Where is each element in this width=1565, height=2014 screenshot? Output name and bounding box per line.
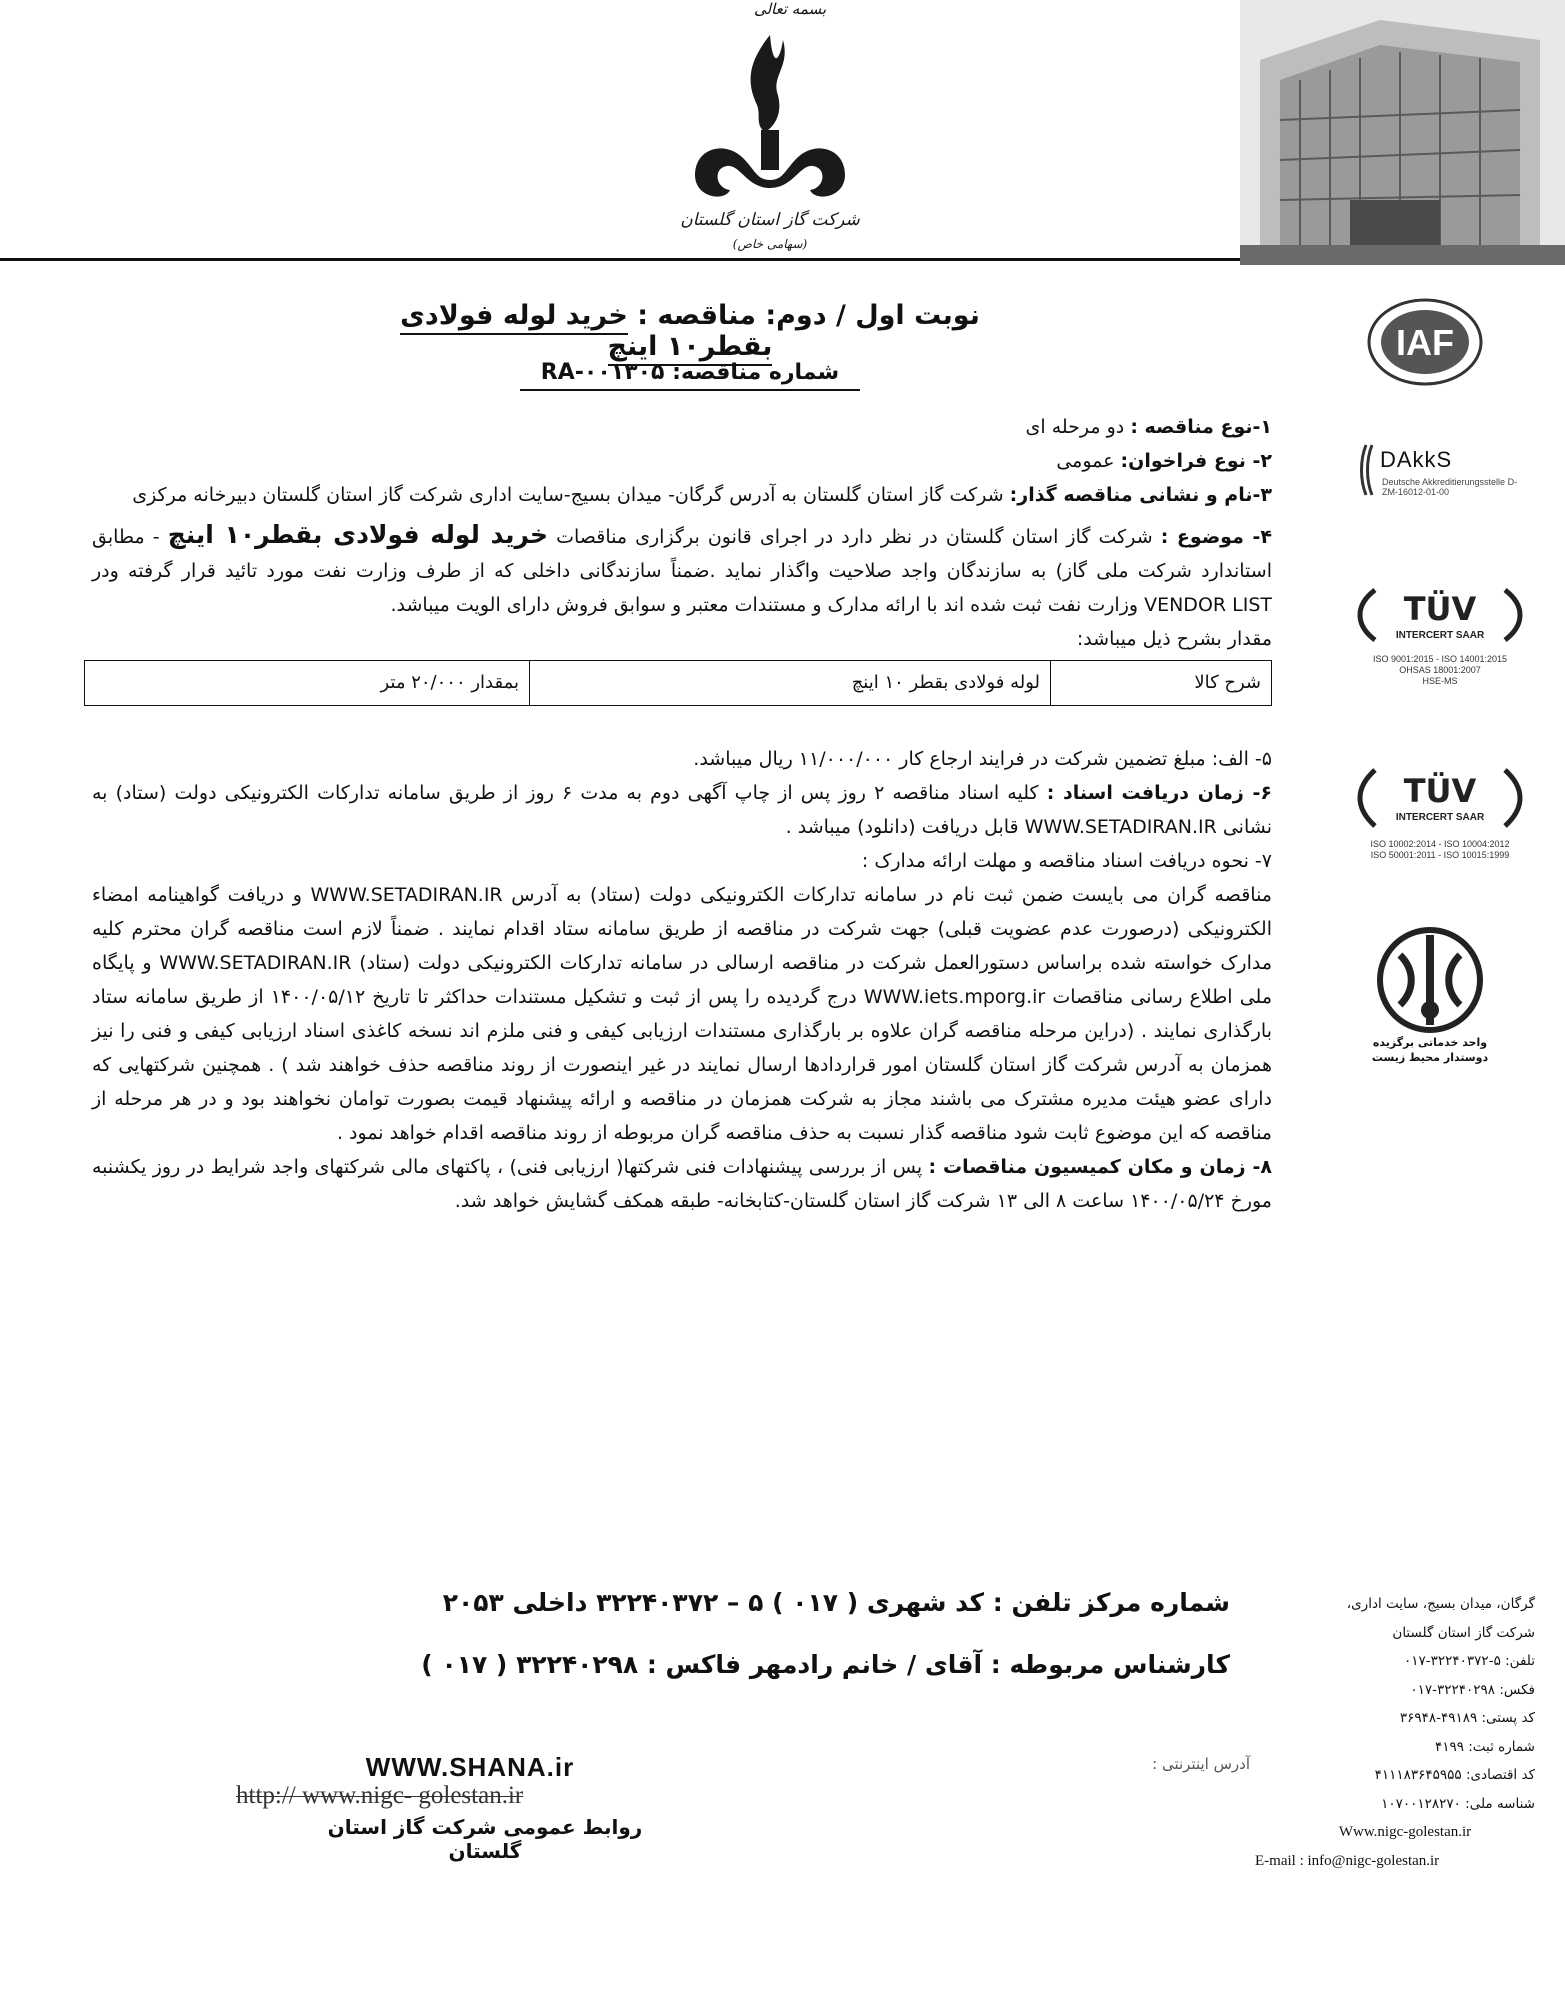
item-8-text: پس از بررسی پیشنهادات فنی شرکتها( ارزیابی فنی) ، پاکتهای مالی شرکتهای واجد شرایط در روز یکشنبه مورخ ۱۴۰۰/۰۵/۲۴ ساعت ۸ الی ۱۳ شرکت گاز استان گلستان-کتابخانه- طبقه همکف گشایش خواهد شد.	[92, 1156, 1272, 1212]
quantity-intro: مقدار بشرح ذیل میباشد:	[1076, 628, 1272, 650]
tender-title-subject: خرید لوله فولادی بقطر۱۰ اینچ	[400, 300, 772, 366]
item-7-text: مناقصه گران می بایست ضمن ثبت نام در سامانه تدارکات الکترونیکی دولت (ستاد) به آدرس WWW.SETADIRAN.IR و دریافت گواهینامه امضاء الکترونیکی (درصورت عدم عضویت قبلی) جهت شرکت در مناقصه از طریق سامانه ستاد اقدام نمایند . ضمناً لازم است مناقصه گران محترم کلیه مدارک خواسته شده براساس دستورالعمل شرکت در مناقصه ارسالی در سامانه تدارکات الکترونیکی دولت (ستاد) WWW.SETADIRAN.IR و پایگاه ملی اطلاع رسانی مناقصات WWW.iets.mporg.ir درج گردیده را پس از ثبت و تشکیل مستندات حداکثر تا تاریخ ۱۴۰۰/۰۵/۱۲ از طریق سامانه ستاد بارگذاری نمایند . (دراین مرحله مناقصه گران علاوه بر بارگذاری مستندات ارزیابی کیفی و فنی ملزم اند نسخه کاغذی اسناد ارزیابی کیفی و فنی را نیز همزمان به آدرس شرکت گاز استان گلستان امور قراردادها ارسال نمایند در غیر اینصورت از روند مناقصه حذف خواهند شد ) . همچنین شرکتهایی که دارای عضو هیئت مدیره مشترک می باشند مجاز به شرکت همزمان در مناقصه و ارائه پیشنهاد قیمت بصورت توامان نخواهند بود و در هر مرحله از مناقصه که این موضوع ثابت شود مناقصه گذار نسبت به حذف مناقصه گران مربوطه از روند مناقصه اقدام خواهد نمود .	[92, 884, 1273, 1144]
headquarters-building-photo	[1240, 0, 1565, 265]
tuv-badge-icon	[1345, 580, 1535, 650]
tuv-cert-1	[1345, 580, 1535, 690]
tender-body	[92, 410, 1272, 1218]
address-line-2: شرکت گاز استان گلستان	[1392, 1624, 1535, 1641]
item-4-label: ۴- موضوع :	[1160, 526, 1273, 548]
flame-icon	[751, 35, 785, 132]
address-economic-code: کد اقتصادی: ۴۱۱۱۸۳۶۴۵۹۵۵	[1374, 1767, 1535, 1783]
env-label-2: دوستدار محیط زیست	[1371, 1051, 1489, 1064]
address-registration: شماره ثبت: ۴۱۹۹	[1434, 1738, 1535, 1755]
public-relations: روابط عمومی شرکت گاز استان گلستان	[327, 1815, 643, 1863]
dakks-name: DAkkS	[1380, 447, 1453, 472]
item-3	[92, 478, 1272, 512]
item-2-text: عمومی	[1056, 450, 1121, 472]
environment-award-icon	[1375, 925, 1485, 1035]
item-2	[92, 444, 1272, 478]
tuv-badge-icon	[1345, 760, 1535, 835]
goods-quantity: بمقدار ۲۰/۰۰۰ متر	[85, 661, 530, 706]
item-6	[92, 776, 1272, 844]
goods-row	[85, 661, 1272, 706]
tuv-1-line-3: HSE-MS	[1422, 676, 1458, 686]
item-8	[92, 1150, 1272, 1218]
phone-line: شماره مرکز تلفن : کد شهری ( ۰۱۷ ) ۵ – ۳۲۲۴۰۳۷۲ داخلی ۲۰۵۳	[442, 1588, 1230, 1617]
tender-number: شماره مناقصه: ۰۰۱۳۰۵-RA	[520, 360, 860, 391]
logo-company-text: شرکت گاز استان گلستان	[680, 210, 860, 230]
address-line-1: گرگان، میدان بسیج، سایت اداری،	[1346, 1596, 1535, 1612]
goods-desc-value: لوله فولادی بقطر ۱۰ اینچ	[530, 661, 1051, 706]
item-1	[92, 410, 1272, 444]
address-fax: فکس: ۳۲۲۴۰۲۹۸-۰۱۷	[1410, 1681, 1535, 1698]
goods-table	[84, 660, 1272, 706]
environment-award-label	[1350, 1035, 1510, 1065]
item-4-text-b: - مطابق استاندارد شرکت ملی گاز) به سازندگان واجد صلاحیت واگذار نماید .ضمناً سازندگانی داخلی که از طرف وزارت نفت مورد تائید قرار گرفته ودر VENDOR LIST وزارت نفت ثبت شده اند با ارائه مدارک و مستندات معتبر و سوابق فروش دارای الویت میباشد.	[92, 526, 1272, 616]
internet-address-label: آدرس اینترنتی :	[1152, 1755, 1250, 1773]
shana-website[interactable]: WWW.SHANA.ir	[365, 1752, 575, 1782]
tuv-1-line-1: ISO 9001:2015 - ISO 14001:2015	[1372, 654, 1508, 664]
nigc-flame-logo	[665, 30, 875, 255]
address-postal-code: کد پستی: ۴۹۱۸۹-۳۶۹۴۸	[1399, 1710, 1535, 1726]
address-phone: تلفن: ۵-۳۲۲۴۰۳۷۲-۰۱۷	[1404, 1653, 1535, 1669]
tuv-1-line-2: OHSAS 18001:2007	[1399, 665, 1481, 675]
expert-line: کارشناس مربوطه : آقای / خانم رادمهر فاکس : ۳۲۲۴۰۲۹۸ ( ۰۱۷ )	[421, 1650, 1230, 1679]
tuv-2-label: TÜV	[1403, 772, 1477, 810]
item-2-label: ۲- نوع فراخوان:	[1120, 450, 1272, 472]
item-5: ۵- الف: مبلغ تضمین شرکت در فرایند ارجاع کار ۱۱/۰۰۰/۰۰۰ ریال میباشد.	[693, 748, 1272, 770]
env-label-1: واحد خدماتی برگزیده	[1372, 1036, 1488, 1049]
item-4	[92, 518, 1272, 622]
tuv-1-sub: INTERCERT SAAR	[1395, 630, 1485, 641]
tuv-2-sub: INTERCERT SAAR	[1395, 812, 1485, 823]
logo-subtext: (سهامی خاص)	[732, 237, 808, 251]
iaf-label: IAF	[1396, 322, 1454, 363]
item-4-subject: خرید لوله فولادی بقطر۱۰ اینچ	[167, 520, 549, 549]
item-4-text-a: شرکت گاز استان گلستان در نظر دارد در اجرای قانون برگزاری مناقصات	[548, 526, 1161, 548]
item-3-text: شرکت گاز استان گلستان به آدرس گرگان- میدان بسیج-سایت اداری شرکت گاز استان گلستان دبیرخانه مرکزی	[132, 484, 1010, 506]
address-block	[1255, 1590, 1535, 1875]
tender-title-prefix: نوبت اول / دوم: مناقصه :	[627, 300, 980, 331]
tender-title	[380, 300, 1000, 362]
tuv-cert-2	[1345, 760, 1535, 875]
tuv-1-label: TÜV	[1403, 590, 1477, 628]
item-1-label: ۱-نوع مناقصه :	[1130, 416, 1272, 438]
item-7-head: ۷- نحوه دریافت اسناد مناقصه و مهلت ارائه مدارک :	[861, 850, 1272, 872]
tuv-2-line-2: ISO 50001:2011 - ISO 10015:1999	[1370, 850, 1510, 860]
dakks-subtext: Deutsche Akkreditierungsstelle D-ZM-16012-01-00	[1382, 477, 1518, 497]
item-3-label: ۳-نام و نشانی مناقصه گذار:	[1009, 484, 1272, 506]
basmala: بسمه تعالی	[753, 0, 827, 18]
item-8-label: ۸- زمان و مکان کمیسیون مناقصات :	[928, 1156, 1272, 1178]
tuv-2-line-1: ISO 10002:2014 - ISO 10004:2012	[1370, 839, 1510, 849]
item-1-text: دو مرحله ای	[1025, 416, 1131, 438]
address-email[interactable]: E-mail : info@nigc-golestan.ir	[1255, 1852, 1440, 1869]
item-6-label: ۶- زمان دریافت اسناد :	[1046, 782, 1272, 804]
goods-desc-header: شرح کالا	[1051, 661, 1272, 706]
iaf-badge-icon	[1365, 295, 1485, 390]
header-rule	[0, 258, 1240, 261]
item-6-text: کلیه اسناد مناقصه ۲ روز پس از چاپ آگهی دوم به مدت ۶ روز از طریق سامانه تدارکات الکترونیکی دولت (ستاد) به نشانی WWW.SETADIRAN.IR قابل دریافت (دانلود) میباشد .	[92, 782, 1272, 838]
address-website[interactable]: Www.nigc-golestan.ir	[1338, 1824, 1472, 1840]
address-national-id: شناسه ملی: ۱۰۷۰۰۱۲۸۲۷۰	[1381, 1795, 1535, 1812]
company-url[interactable]: http:// www.nigc- golestan.ir	[236, 1782, 524, 1809]
